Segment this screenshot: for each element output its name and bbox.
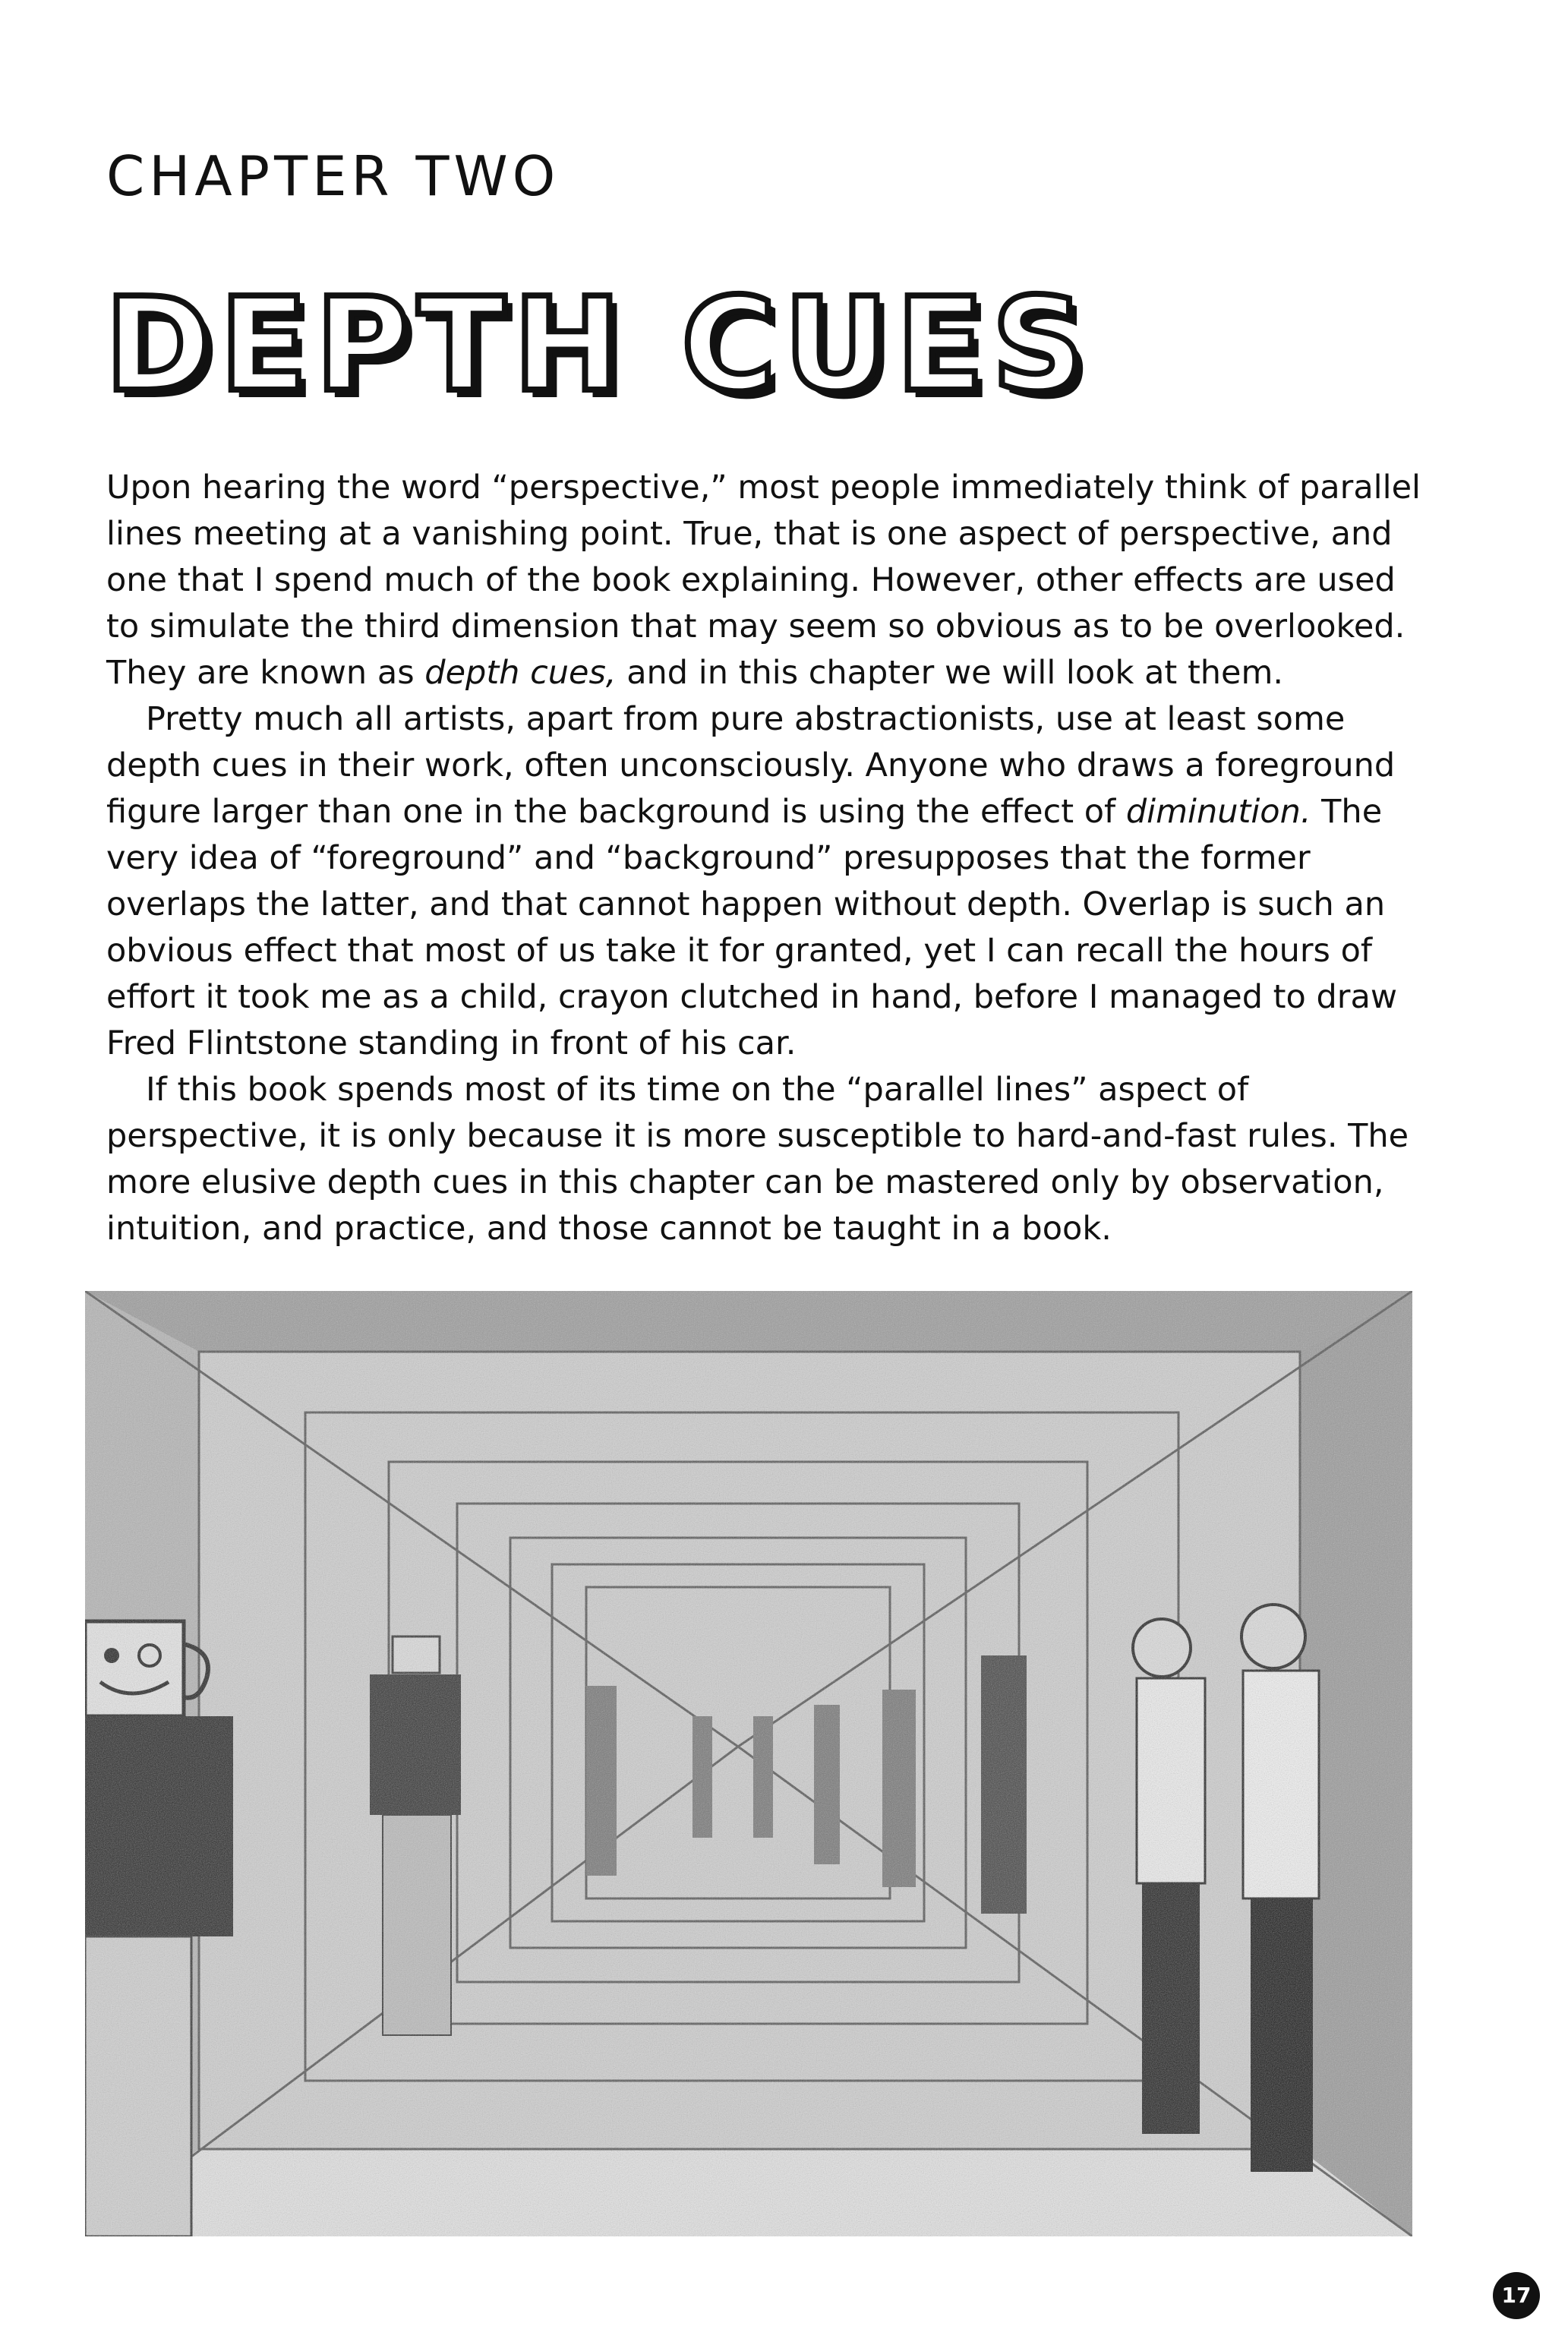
page-number: 17 <box>1493 2272 1540 2319</box>
hallway-illustration <box>85 1291 1412 2236</box>
paragraph-3: If this book spends most of its time on the “parallel lines” aspect of perspective, it is only because it is more susceptible to hard-and-fast rules. The more elusive depth cues in this chapter can be mastered only by observation, intuition, and practice, and those cannot be taught in a book. <box>106 1071 1409 1248</box>
chapter-label: CHAPTER TWO <box>106 144 560 208</box>
paragraph-1: Upon hearing the word “perspective,” most people immediately think of parallel lines meeting at a vanishing point. True, that is one aspect of perspective, and one that I spend much of the book explaining. However, other effects are used to simulate the third dimension that may seem so obvious as to be overlooked. They are known as depth cues, and in this chapter we will look at them. <box>106 469 1421 692</box>
body-text <box>106 465 1431 1252</box>
paragraph-2: Pretty much all artists, apart from pure abstractionists, use at least some depth cues in their work, often unconsciously. Anyone who draws a foreground figure larger than one in the background is using the effect of diminution. The very idea of “foreground” and “background” presupposes that the former overlaps the latter, and that cannot happen without depth. Overlap is such an obvious effect that most of us take it for granted, yet I can recall the hours of effort it took me as a child, crayon clutched in hand, before I managed to draw Fred Flintstone standing in front of his car. <box>106 700 1397 1062</box>
chapter-title: DEPTH CUES <box>105 270 1093 421</box>
